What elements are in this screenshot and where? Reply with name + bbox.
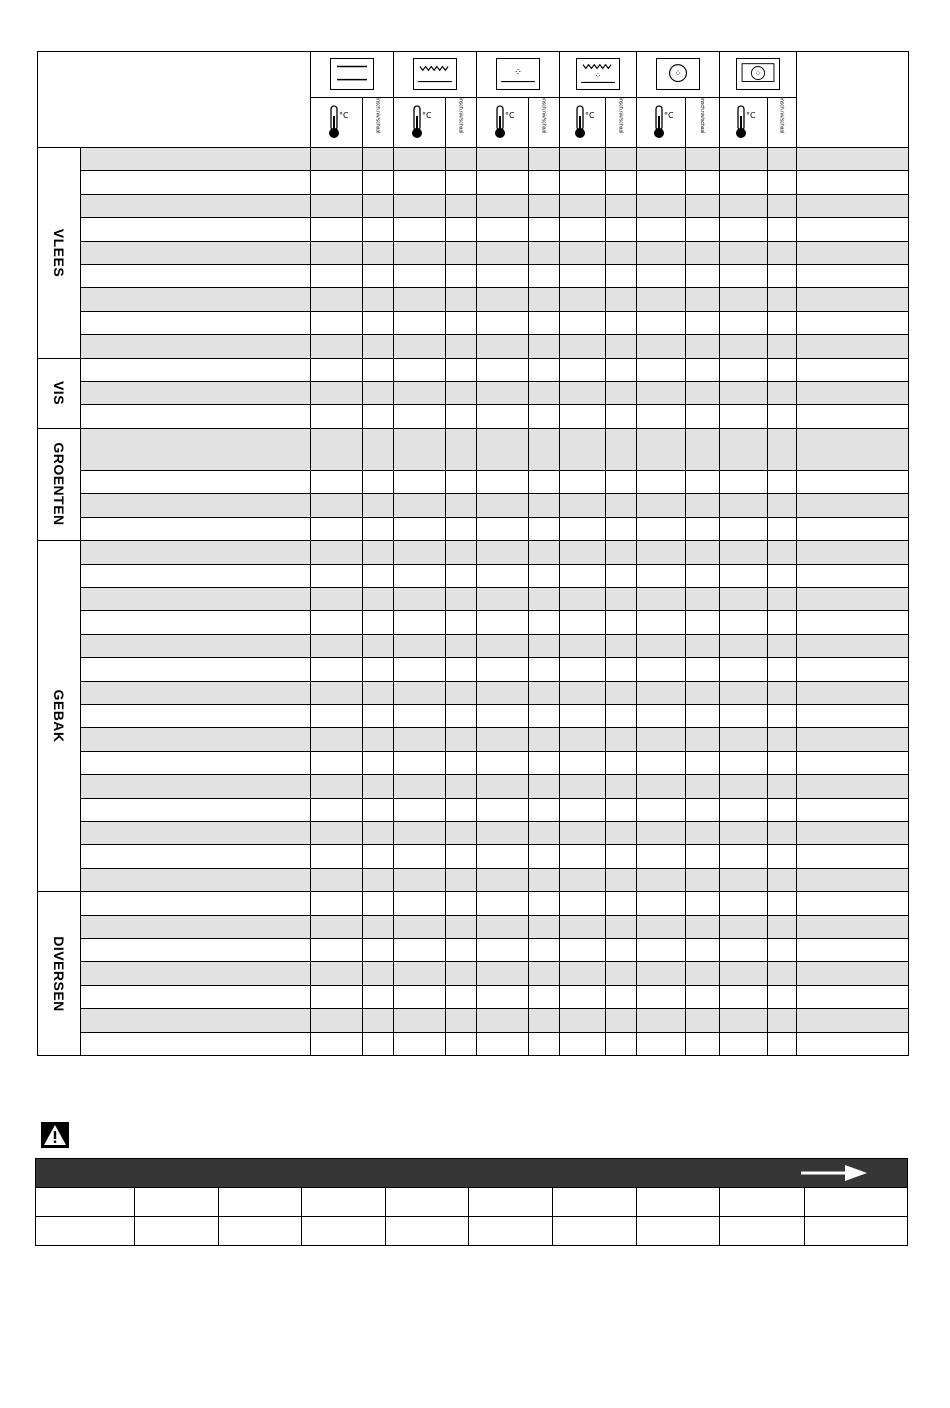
table-row — [80, 1032, 908, 1055]
bottom-cell-divider — [301, 1217, 302, 1245]
column-divider — [636, 147, 637, 1055]
table-row — [80, 287, 908, 310]
svg-text:⁘: ⁘ — [754, 68, 761, 78]
column-divider — [605, 147, 606, 1055]
table-row — [80, 821, 908, 844]
bottom-cell-divider — [719, 1188, 720, 1216]
table-row — [80, 493, 908, 516]
column-divider — [476, 147, 477, 1055]
fan-circle-icon — [656, 58, 700, 90]
subcolumn-divider — [528, 97, 529, 147]
table-row — [80, 311, 908, 334]
subcolumn-divider — [445, 97, 446, 147]
table-row — [80, 681, 908, 704]
category-label: VIS — [51, 381, 67, 406]
bottom-cell-divider — [719, 1217, 720, 1245]
table-row — [80, 517, 908, 540]
column-divider — [528, 147, 529, 1055]
subcolumn-divider — [362, 97, 363, 147]
table-row — [80, 634, 908, 657]
table-row — [80, 540, 908, 563]
table-row — [80, 727, 908, 750]
svg-text:°C: °C — [505, 111, 514, 120]
column-divider — [719, 147, 720, 1055]
grill-fan-icon — [576, 58, 620, 90]
category-label: DIVERSEN — [51, 935, 67, 1012]
category-block — [38, 428, 80, 540]
subcolumn-divider — [767, 97, 768, 147]
bottom-cell-divider — [218, 1217, 219, 1245]
bottom-cell-divider — [134, 1217, 135, 1245]
column-divider — [310, 147, 311, 1055]
column-divider — [80, 147, 81, 1055]
arrow-right-icon — [801, 1165, 867, 1181]
bottom-header-bar — [36, 1159, 907, 1187]
category-block — [38, 891, 80, 1055]
bottom-cell-divider — [385, 1188, 386, 1216]
bottom-cell-divider — [468, 1188, 469, 1216]
table-row — [80, 891, 908, 914]
table-row — [80, 194, 908, 217]
subcolumn-divider — [605, 97, 606, 147]
position-note: insch.niv/schaal — [374, 98, 381, 134]
category-block — [38, 358, 80, 428]
position-note: insch.niv/schaal — [699, 98, 705, 134]
bottom-cell-divider — [301, 1188, 302, 1216]
category-block — [38, 540, 80, 891]
table-row — [80, 798, 908, 821]
table-row — [80, 241, 908, 264]
table-row — [80, 774, 908, 797]
bottom-cell-divider — [804, 1188, 805, 1216]
table-row — [80, 915, 908, 938]
column-divider — [685, 147, 686, 1055]
table-row — [80, 381, 908, 404]
category-label: VLEES — [51, 228, 67, 277]
svg-text:°C: °C — [663, 111, 673, 120]
bottom-cell-divider — [804, 1217, 805, 1245]
warning-icon — [41, 1122, 69, 1148]
table-row — [80, 1008, 908, 1031]
fan-bottom-icon — [496, 58, 540, 90]
table-row — [80, 751, 908, 774]
column-divider — [362, 147, 363, 1055]
category-block — [38, 147, 80, 358]
header-bottom — [38, 147, 908, 148]
table-row — [80, 170, 908, 193]
table-row — [80, 587, 908, 610]
svg-text:°C: °C — [339, 111, 348, 120]
bottom-cell-divider — [636, 1217, 637, 1245]
table-row — [80, 334, 908, 357]
table-row — [80, 264, 908, 287]
svg-text:°C: °C — [422, 111, 431, 120]
conventional-oven-icon — [330, 58, 374, 90]
bottom-cell-divider — [385, 1217, 386, 1245]
thermometer-icon — [651, 104, 673, 140]
table-row — [80, 147, 908, 170]
position-note: insch.niv/schaal — [778, 98, 785, 134]
table-row — [80, 564, 908, 587]
table-row — [80, 428, 908, 470]
column-divider — [767, 147, 768, 1055]
table-row — [80, 938, 908, 961]
category-label: GEBAK — [51, 689, 67, 743]
table-row — [80, 358, 908, 381]
thermometer-icon — [492, 104, 514, 140]
column-divider — [796, 147, 797, 1055]
grill-top-icon — [413, 58, 457, 90]
table-row — [80, 217, 908, 240]
bottom-cell-divider — [468, 1217, 469, 1245]
svg-text:⁘: ⁘ — [673, 67, 682, 78]
table-row — [80, 470, 908, 493]
table-row — [80, 657, 908, 680]
svg-text:⁘: ⁘ — [593, 70, 602, 81]
table-row — [80, 610, 908, 633]
column-divider — [393, 147, 394, 1055]
column-divider — [445, 147, 446, 1055]
bottom-cell-divider — [636, 1188, 637, 1216]
thermometer-icon — [572, 104, 594, 140]
bottom-row — [36, 1187, 907, 1216]
svg-text:°C: °C — [585, 111, 594, 120]
thermometer-icon — [409, 104, 431, 140]
bottom-cell-divider — [552, 1188, 553, 1216]
column-divider — [559, 147, 560, 1055]
position-note: insch.niv/schaal — [617, 98, 624, 134]
bottom-row — [36, 1216, 907, 1245]
bottom-cell-divider — [552, 1217, 553, 1245]
svg-text:⁘: ⁘ — [513, 66, 522, 78]
bottom-table — [35, 1158, 908, 1246]
cooking-table — [37, 51, 909, 1056]
thermometer-icon — [326, 104, 348, 140]
fan-circle-heat-icon — [736, 58, 780, 90]
position-note: insch.niv/schaal — [540, 98, 547, 134]
table-row — [80, 868, 908, 891]
table-row — [80, 704, 908, 727]
subcolumn-divider — [685, 97, 686, 147]
table-row — [80, 985, 908, 1008]
position-note: insch.niv/schaal — [457, 98, 464, 134]
table-row — [80, 404, 908, 427]
svg-text:°C: °C — [746, 111, 755, 120]
category-label: GROENTEN — [51, 442, 67, 527]
thermometer-icon — [733, 104, 755, 140]
table-row — [80, 844, 908, 867]
table-row — [80, 961, 908, 984]
bottom-cell-divider — [218, 1188, 219, 1216]
bottom-cell-divider — [134, 1188, 135, 1216]
